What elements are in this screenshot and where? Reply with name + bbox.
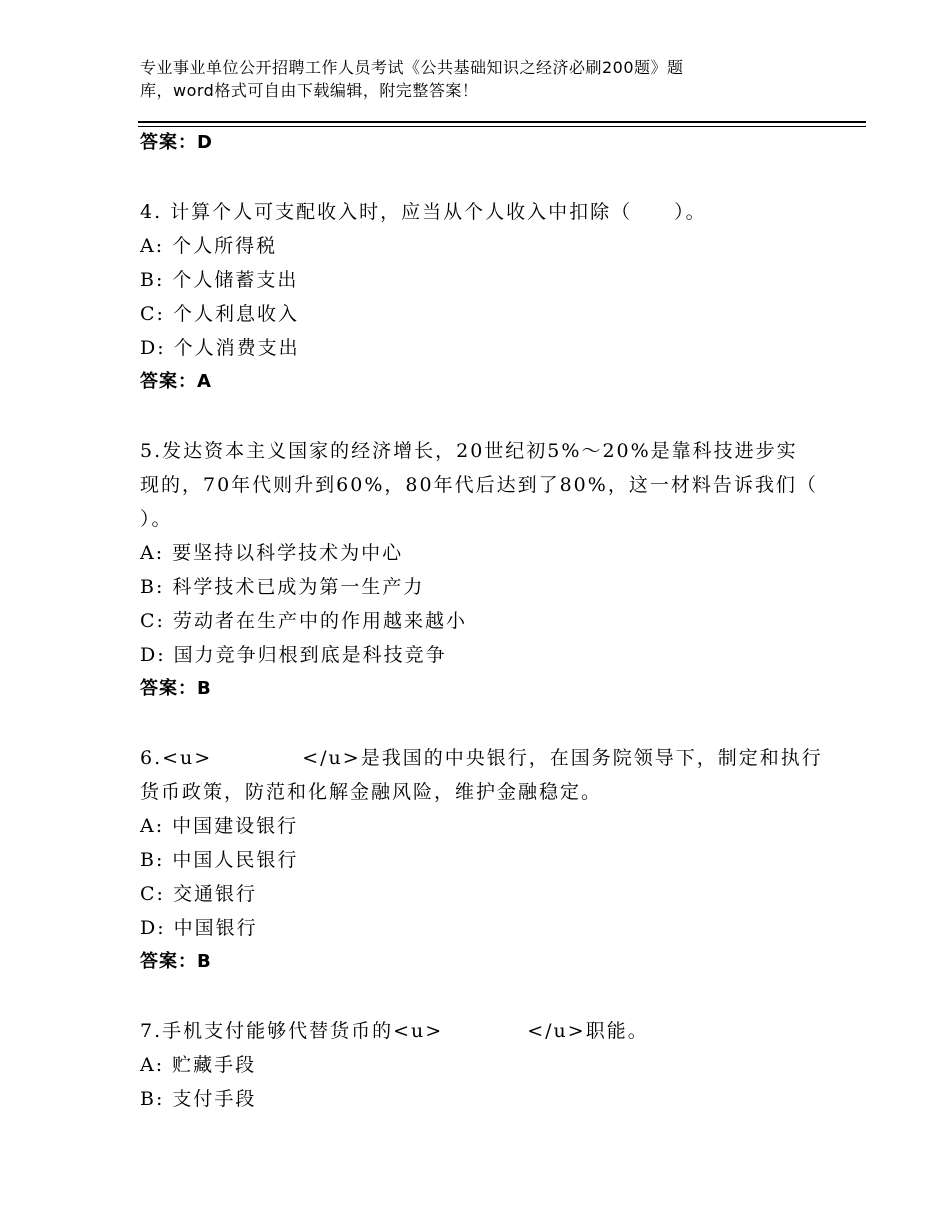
question-4-option-c: C: 个人利息收入 <box>140 303 299 325</box>
question-5-answer: 答案：B <box>140 678 212 699</box>
question-5-option-c: C: 劳动者在生产中的作用越来越小 <box>140 610 467 632</box>
question-7-option-b: B: 支付手段 <box>140 1088 257 1110</box>
question-6-answer: 答案：B <box>140 951 212 972</box>
question-5-stem-line1: 5.发达资本主义国家的经济增长，20世纪初5%～20%是靠科技进步实 <box>140 440 798 462</box>
previous-answer: 答案：D <box>140 132 213 153</box>
question-list <box>140 126 830 1116</box>
header-title-line1: 专业事业单位公开招聘工作人员考试《公共基础知识之经济必刷200题》题 <box>140 58 684 77</box>
question-6-stem-line1 <box>140 741 830 775</box>
question-7-stem-part-a: 7.手机支付能够代替货币的<u> <box>140 1020 444 1042</box>
question-6-option-a: A: 中国建设银行 <box>140 815 299 837</box>
question-5-stem-line2: 现的，70年代则升到60%，80年代后达到了80%，这一材料告诉我们（ <box>140 474 818 496</box>
question-6-option-b: B: 中国人民银行 <box>140 849 299 871</box>
page-header <box>140 56 780 102</box>
question-4-option-d: D: 个人消费支出 <box>140 337 300 359</box>
question-7-stem <box>140 1014 830 1048</box>
question-4-option-a: A: 个人所得税 <box>140 235 278 257</box>
question-4-answer: 答案：A <box>140 371 212 392</box>
question-6-option-d: D: 中国银行 <box>140 917 258 939</box>
header-title-line2: 库，word格式可自由下载编辑，附完整答案！ <box>140 81 479 100</box>
question-6-stem-part-b: </u>是我国的中央银行，在国务院领导下，制定和执行 <box>302 747 823 769</box>
question-6-stem-line2: 货币政策，防范和化解金融风险，维护金融稳定。 <box>140 781 603 803</box>
question-5-stem-line3: ）。 <box>140 508 173 530</box>
question-4-stem: 4. 计算个人可支配收入时，应当从个人收入中扣除（ ）。 <box>140 201 707 223</box>
question-5-option-d: D: 国力竞争归根到底是科技竞争 <box>140 644 447 666</box>
question-7-option-a: A: 贮藏手段 <box>140 1054 257 1076</box>
question-6-stem-part-a: 6.<u> <box>140 747 213 769</box>
question-6-option-c: C: 交通银行 <box>140 883 257 905</box>
question-7-stem-part-b: </u>职能。 <box>527 1020 649 1042</box>
question-5-option-a: A: 要坚持以科学技术为中心 <box>140 542 404 564</box>
question-4-option-b: B: 个人储蓄支出 <box>140 269 299 291</box>
question-6-stem <box>140 741 830 809</box>
question-5-option-b: B: 科学技术已成为第一生产力 <box>140 576 425 598</box>
question-5-stem <box>140 434 830 536</box>
